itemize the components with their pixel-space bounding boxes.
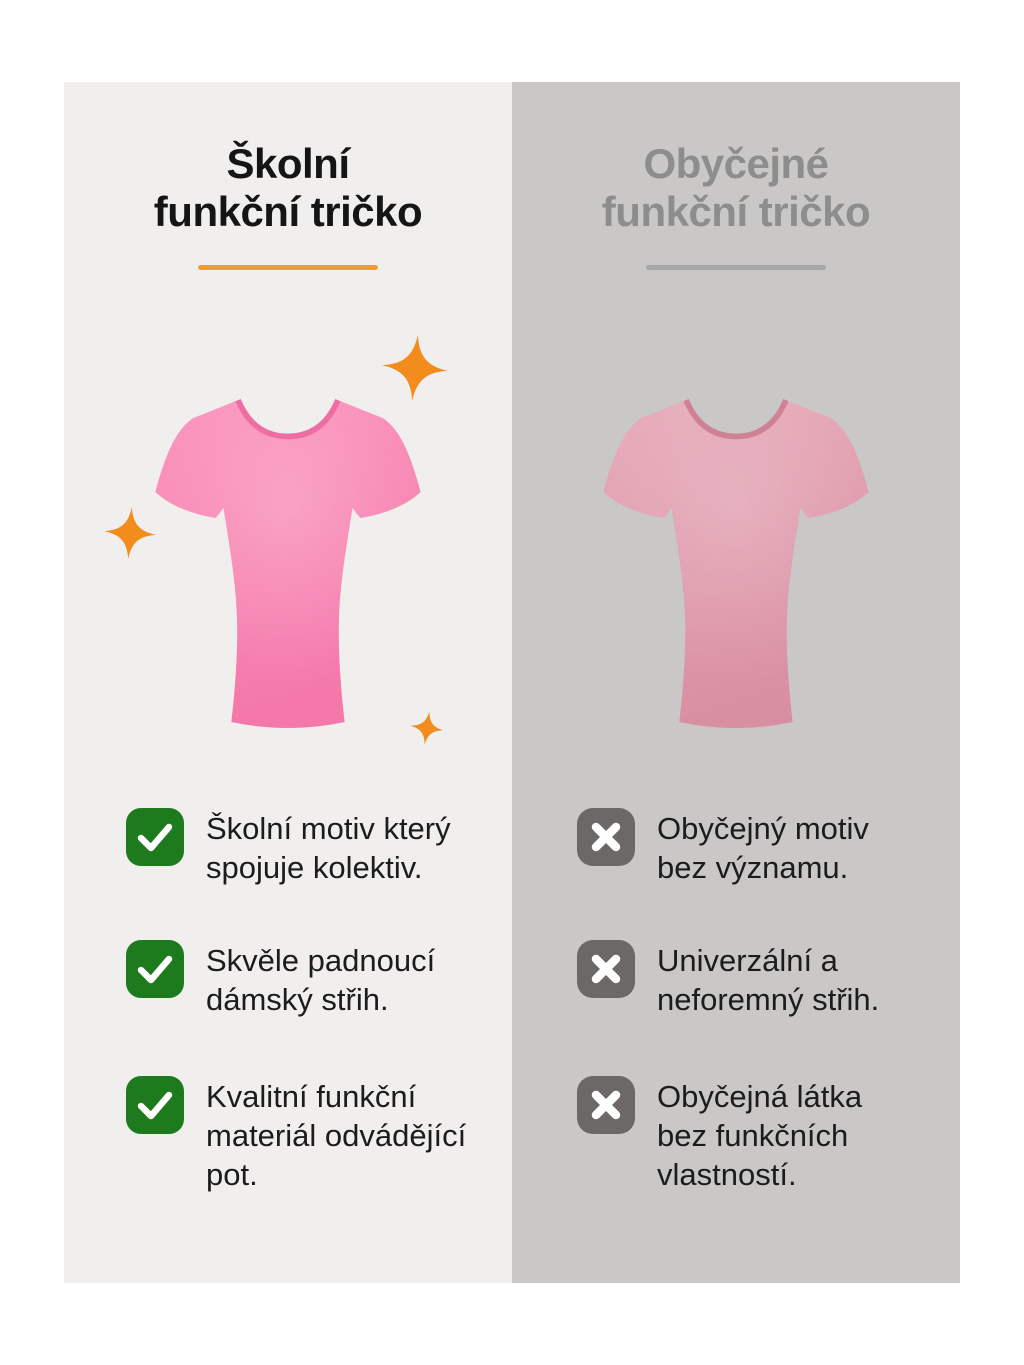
left-feature-1-text (206, 808, 451, 887)
right-feature-2-text (657, 940, 879, 1019)
feature-text-line: Kvalitní funkční (206, 1079, 417, 1114)
right-feature-2 (577, 940, 937, 1019)
tshirt-image-bright-pink (118, 348, 458, 756)
right-title-line1: Obyčejné (643, 140, 829, 187)
left-feature-3-text (206, 1076, 466, 1194)
feature-text-line: pot. (206, 1157, 258, 1192)
left-title (64, 140, 512, 236)
x-icon (577, 808, 635, 866)
left-feature-2-text (206, 940, 435, 1019)
feature-text-line: Obyčejná látka (657, 1079, 863, 1114)
feature-text-line: Skvěle padnoucí (206, 943, 436, 978)
feature-text-line: bez významu. (657, 850, 849, 885)
feature-text-line: Školní motiv který (206, 811, 451, 846)
left-title-underline (198, 265, 378, 270)
check-icon (126, 1076, 184, 1134)
x-icon (577, 1076, 635, 1134)
feature-text-line: materiál odvádějící (206, 1118, 467, 1153)
right-title-line2: funkční tričko (601, 188, 871, 235)
right-feature-3-text (657, 1076, 862, 1194)
feature-text-line: vlastností. (657, 1157, 797, 1192)
left-title-line1: Školní (226, 140, 350, 187)
feature-text-line: bez funkčních (657, 1118, 849, 1153)
x-icon (577, 940, 635, 998)
left-feature-2 (126, 940, 486, 1019)
left-feature-3 (126, 1076, 486, 1194)
feature-text-line: spojuje kolektiv. (206, 850, 423, 885)
feature-text-line: Obyčejný motiv (657, 811, 869, 846)
panel-school-tshirt (64, 82, 512, 1283)
left-title-line2: funkční tričko (153, 188, 423, 235)
left-feature-1 (126, 808, 486, 887)
tshirt-image-dull-pink (566, 348, 906, 756)
right-feature-1-text (657, 808, 869, 887)
check-icon (126, 940, 184, 998)
feature-text-line: dámský střih. (206, 982, 389, 1017)
feature-text-line: neforemný střih. (657, 982, 880, 1017)
right-feature-1 (577, 808, 937, 887)
right-title (512, 140, 960, 236)
check-icon (126, 808, 184, 866)
right-title-underline (646, 265, 826, 270)
panel-ordinary-tshirt (512, 82, 960, 1283)
right-feature-3 (577, 1076, 937, 1194)
feature-text-line: Univerzální a (657, 943, 838, 978)
